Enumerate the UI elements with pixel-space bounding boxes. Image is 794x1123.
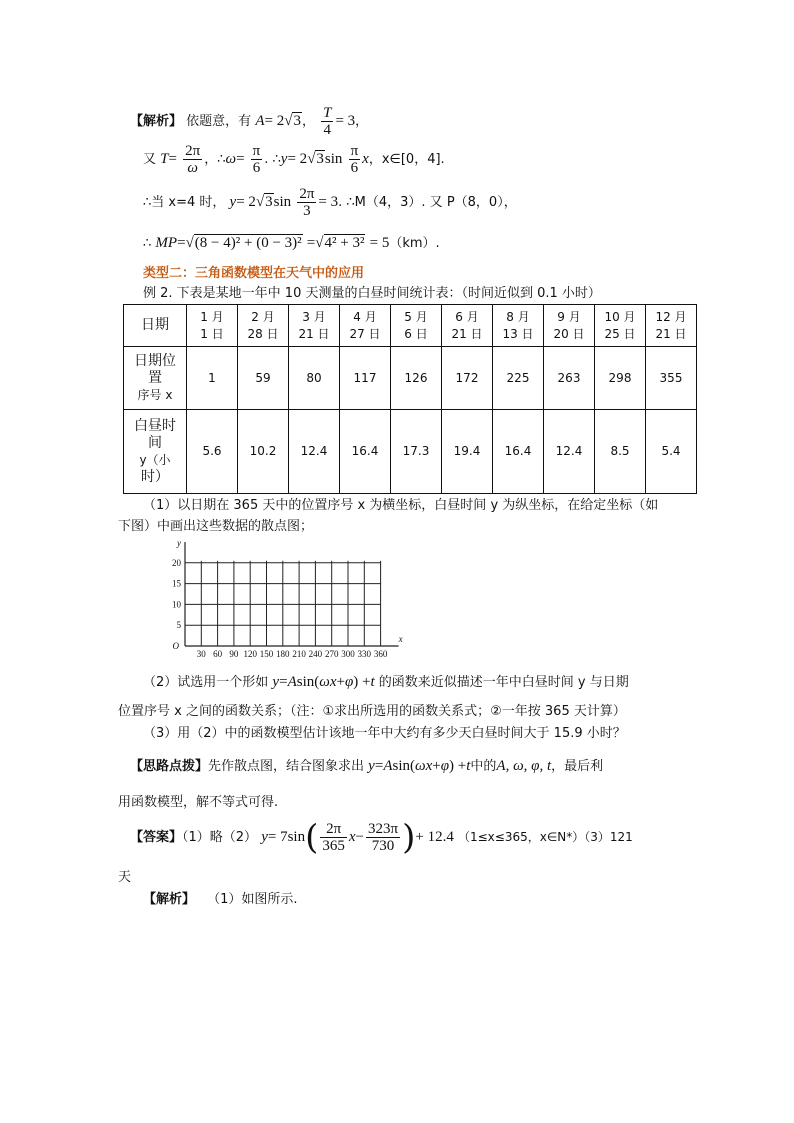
question-3: （3）用（2）中的函数模型估计该地一年中大约有多少天白昼时间大于 15.9 小时？ [143,726,626,741]
x-tick-label: 150 [259,649,274,658]
answer-line: 【答案】（1）略（2） y= 7sin( $\frac{2\pi}{365}$ x− $\frac{323\pi}{730}$ )+ 12.4 （1≤x≤365，x∈N*）（3）121 [130,817,633,858]
y-tick-label: 5 [176,620,181,631]
solution-label-2: 【解析】 [143,892,196,907]
table-head-x: 日期位 置 序号 x [124,347,187,410]
question-2-line-2: 位置序号 x 之间的函数关系；（注：①求出所选用的函数关系式；②一年按 365 天计算） [118,704,626,719]
table-cell: 12 月 21 日 [646,305,697,347]
solution-line-1: 【解析】 依题意，有 A= 2√3， $\frac{T}{4}$ = 3， [130,105,369,138]
answer-tail: 天 [118,870,132,885]
hint-label: 【思路点拨】 [130,759,209,774]
table-cell: 10.2 [238,410,289,494]
table-head-y: 白昼时 间 y（小 时） [124,410,187,494]
table-cell: 16.4 [493,410,544,494]
table-cell: 5.6 [187,410,238,494]
table-cell: 8 月 13 日 [493,305,544,347]
table-cell: 5 月 6 日 [391,305,442,347]
section-heading: 类型二：三角函数模型在天气中的应用 [143,266,365,281]
table-cell: 172 [442,347,493,410]
x-tick-label: 30 [196,649,206,658]
answer-label: 【答案】 [130,830,183,845]
table-cell: 10 月 25 日 [595,305,646,347]
table-cell: 80 [289,347,340,410]
y-tick-label: 10 [172,599,181,610]
x-tick-label: 360 [373,649,388,658]
table-cell: 12.4 [544,410,595,494]
solution-line-3: ∴当 x=4 时， y= 2√3sin $\frac{2\pi}{3}$ = 3. ∴M（4，3）. 又 P（8，0）， [143,186,517,219]
x-tick-label: 300 [341,649,355,658]
x-tick-label: 330 [357,649,372,658]
origin-label: O [172,641,179,651]
x-tick-label: 240 [308,649,323,658]
table-cell: 126 [391,347,442,410]
x-tick-label: 180 [276,649,290,658]
x-tick-label: 270 [324,649,339,658]
y-axis-label: y [177,538,181,548]
hint-line-1: 【思路点拨】先作散点图，结合图象求出 y=Asin(ωx+φ) +t中的A, ω, φ, t，最后利 [130,758,604,774]
x-tick-label: 90 [229,649,239,658]
table-cell: 6 月 21 日 [442,305,493,347]
coordinate-grid [165,538,415,658]
table-cell: 355 [646,347,697,410]
y-tick-label: 20 [172,557,181,568]
solution-part-1: 【解析】 （1）如图所示. [143,892,298,907]
example-intro: 例 2. 下表是某地一年中 10 天测量的白昼时间统计表：（时间近似到 0.1 小时） [143,286,601,301]
table-cell: 225 [493,347,544,410]
solution-line-4: ∴ MP=√(8 − 4)² + (0 − 3)² =√4² + 3² = 5（km）. [143,235,440,251]
table-head-date: 日期 [124,305,187,347]
table-cell: 8.5 [595,410,646,494]
table-cell: 117 [340,347,391,410]
solution-label: 【解析】 [130,114,183,129]
question-2-line-1: （2）试选用一个形如 y=Asin(ωx+φ) +t 的函数来近似描述一年中白昼时间 y 与日期 [143,674,629,690]
table-cell: 17.3 [391,410,442,494]
x-tick-label: 210 [292,649,306,658]
x-axis-label: x [398,634,403,644]
question-1-line-1: （1）以日期在 365 天中的位置序号 x 为横坐标，白昼时间 y 为纵坐标，在给定坐标（如 [143,498,659,513]
table-cell: 263 [544,347,595,410]
x-tick-label: 120 [243,649,257,658]
table-cell: 19.4 [442,410,493,494]
table-cell: 1 月 1 日 [187,305,238,347]
table-cell: 59 [238,347,289,410]
daylight-table [123,304,697,494]
table-cell: 298 [595,347,646,410]
x-tick-label: 60 [213,649,223,658]
question-1-line-2: 下图）中画出这些数据的散点图； [118,519,314,534]
table-cell: 4 月 27 日 [340,305,391,347]
table-cell: 9 月 20 日 [544,305,595,347]
hint-line-2: 用函数模型，解不等式可得. [118,795,279,810]
table-cell: 1 [187,347,238,410]
table-cell: 12.4 [289,410,340,494]
table-cell: 2 月 28 日 [238,305,289,347]
table-cell: 3 月 21 日 [289,305,340,347]
solution-line-2: 又 T= $\frac{2\pi}{\omega}$ ，∴ω= $\frac{\pi}{6}$ . ∴y= 2√3sin $\frac{\pi}{6}$ x，x∈[0，4]. [143,143,445,176]
table-cell: 16.4 [340,410,391,494]
y-tick-label: 15 [172,578,181,589]
table-cell: 5.4 [646,410,697,494]
